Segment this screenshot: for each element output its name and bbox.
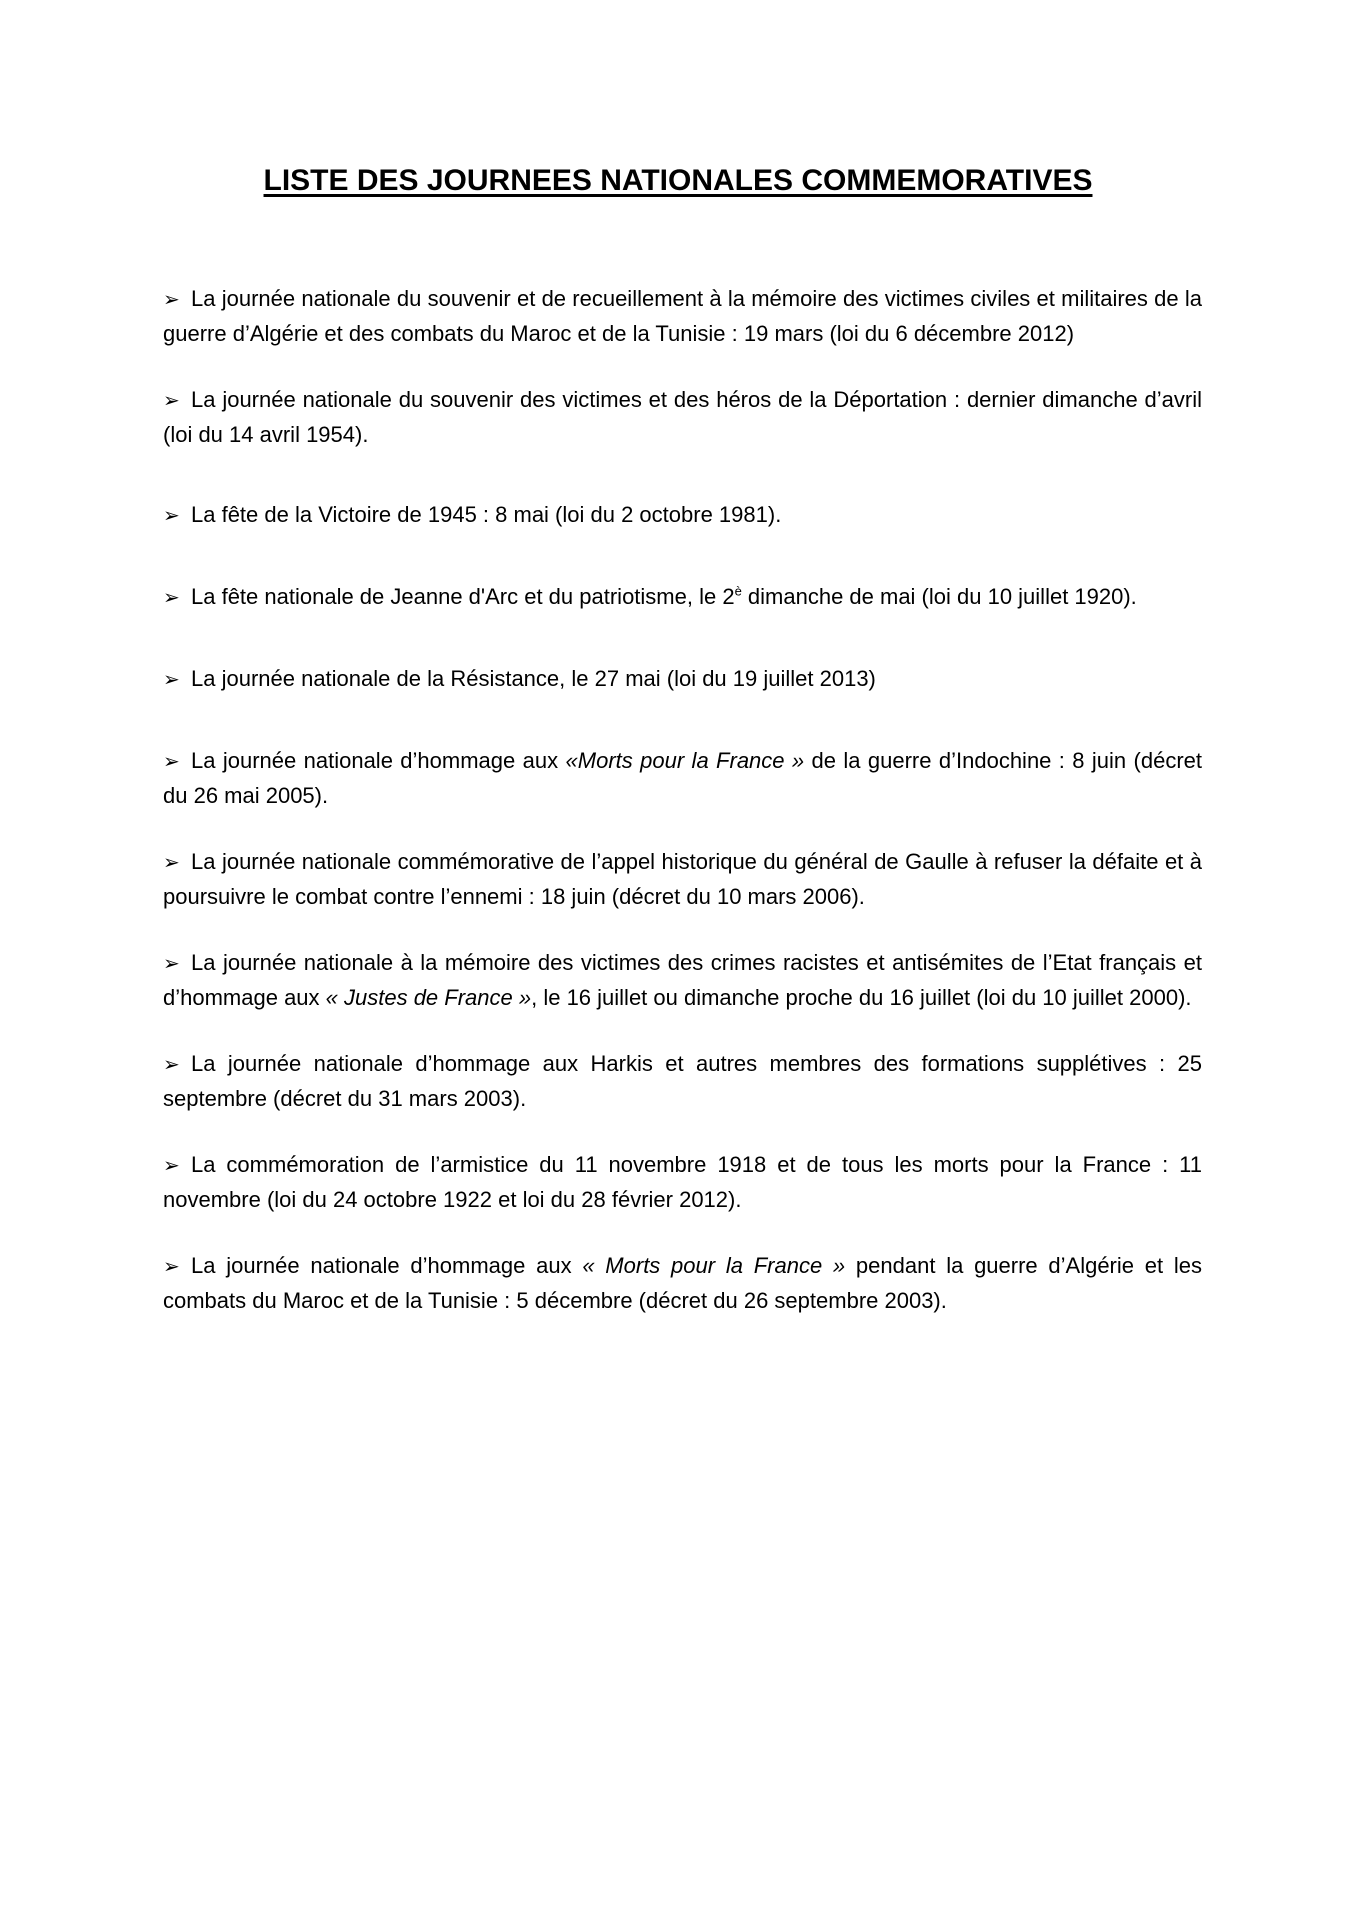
item-text-after: , le 16 juillet ou dimanche proche du 16 juillet (loi du 10 juillet 2000). [531,985,1192,1010]
item-text-after: dimanche de mai (loi du 10 juillet 1920). [741,584,1137,609]
list-item [163,1047,1202,1115]
list-item [163,845,1202,913]
arrowhead-bullet-icon: ➢ [163,1256,180,1278]
arrowhead-bullet-icon: ➢ [163,1054,180,1076]
list-item [163,580,1202,615]
item-text: La fête nationale de Jeanne d'Arc et du patriotisme, le 2 [191,584,735,609]
list-item [163,1148,1202,1216]
list-item [163,744,1202,812]
item-italic-text: « Morts pour la France » [582,1253,846,1278]
item-text: La fête de la Victoire de 1945 : 8 mai (loi du 2 octobre 1981). [191,502,782,527]
list-item [163,662,1202,697]
item-text-after: pendant la guerre d’Algérie et les combats du Maroc et de la Tunisie : 5 décembre (décret du 26 septembre 2003). [163,1253,1202,1313]
item-text: La commémoration de l’armistice du 11 novembre 1918 et de tous les morts pour la France : 11 novembre (loi du 24 octobre 1922 et loi du 28 février 2012). [163,1152,1202,1212]
list-item [163,498,1202,533]
item-text-after: de la guerre d’Indochine : 8 juin (décret du 26 mai 2005). [163,748,1203,808]
list-item [163,1249,1202,1317]
arrowhead-bullet-icon: ➢ [163,289,180,311]
commemoration-list [163,282,1202,1350]
item-text: La journée nationale d’hommage aux [191,1253,583,1278]
item-text: La journée nationale d’hommage aux Harkis et autres membres des formations supplétives : 25 septembre (décret du 31 mars 2003). [163,1051,1202,1111]
arrowhead-bullet-icon: ➢ [163,751,180,773]
arrowhead-bullet-icon: ➢ [163,1155,180,1177]
arrowhead-bullet-icon: ➢ [163,953,180,975]
list-item [163,946,1202,1014]
arrowhead-bullet-icon: ➢ [163,505,180,527]
item-text: La journée nationale du souvenir et de recueillement à la mémoire des victimes civiles et militaires de la guerre d’Algérie et des combats du Maroc et de la Tunisie : 19 mars (loi du 6 décembre 2012) [163,286,1202,346]
list-item [163,282,1202,350]
arrowhead-bullet-icon: ➢ [163,852,180,874]
ordinal-superscript: è [734,583,742,599]
list-item [163,383,1202,451]
item-italic-text: « Justes de France » [325,985,532,1010]
item-text: La journée nationale du souvenir des victimes et des héros de la Déportation : dernier dimanche d’avril (loi du 14 avril 1954). [163,387,1202,447]
item-text: La journée nationale à la mémoire des victimes des crimes racistes et antisémites de l’Etat français et d’hommage aux [163,950,1202,1010]
item-italic-text: «Morts pour la France » [565,748,805,773]
arrowhead-bullet-icon: ➢ [163,390,180,412]
item-text: La journée nationale de la Résistance, le 27 mai (loi du 19 juillet 2013) [191,666,876,691]
arrowhead-bullet-icon: ➢ [163,669,180,691]
item-text: La journée nationale commémorative de l’appel historique du général de Gaulle à refuser la défaite et à poursuivre le combat contre l’ennemi : 18 juin (décret du 10 mars 2006). [163,849,1202,909]
item-text: La journée nationale d’hommage aux [191,748,566,773]
arrowhead-bullet-icon: ➢ [163,587,180,609]
document-title: LISTE DES JOURNEES NATIONALES COMMEMORATIVES [263,164,1093,197]
